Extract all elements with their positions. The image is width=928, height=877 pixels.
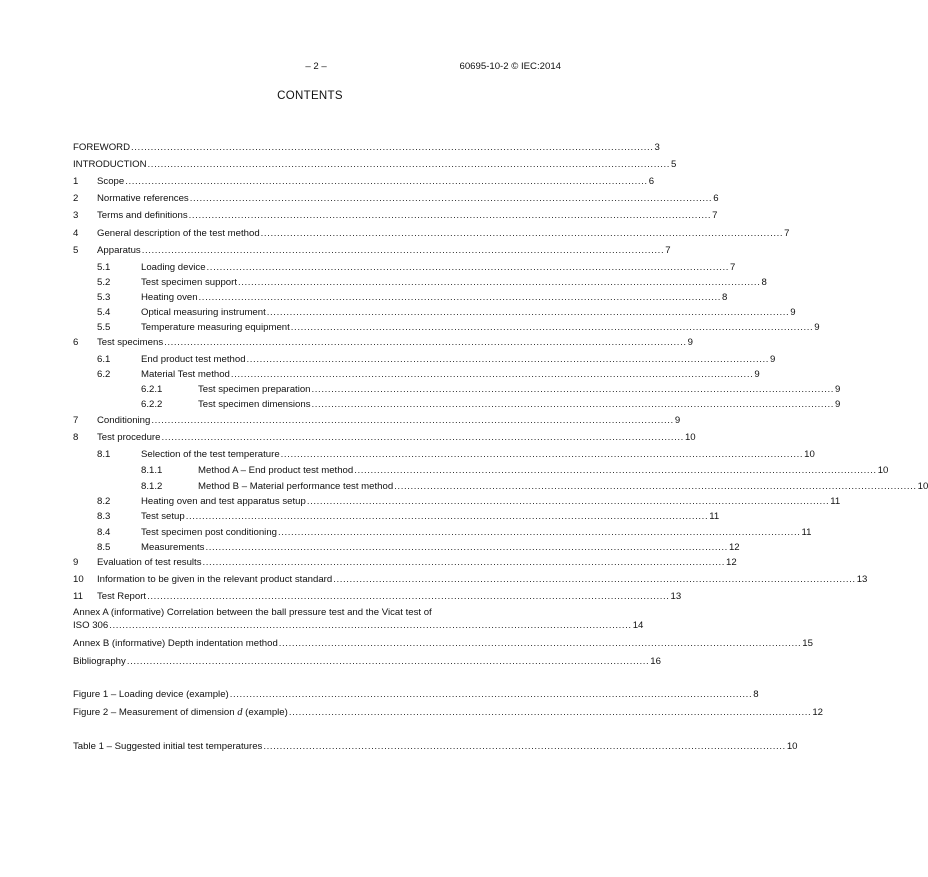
toc-entry-number: 5.3 xyxy=(97,292,111,303)
toc-entry-number: 8.3 xyxy=(97,511,111,522)
toc-entry-foreword[interactable] xyxy=(73,141,660,154)
toc-entry-label: Test specimen post conditioning xyxy=(141,527,277,538)
leader-dots: ................................................................................................................................................................ xyxy=(202,557,726,568)
toc-entry-label: Method B – Material performance test method xyxy=(198,481,394,492)
leader-dots: ................................................................................................................................................................ xyxy=(198,292,722,303)
toc-entry-1[interactable] xyxy=(73,175,655,188)
leader-dots: ................................................................................................................................................................ xyxy=(263,741,786,752)
toc-entry-page: 6 xyxy=(648,176,655,187)
toc-entry-8-1-1[interactable] xyxy=(73,464,889,477)
toc-entry-page: 10 xyxy=(684,432,696,443)
toc-entry-page: 11 xyxy=(709,511,720,522)
toc-entry-6-2-1[interactable] xyxy=(73,383,841,396)
toc-entry-label: Test specimen preparation xyxy=(198,384,311,395)
leader-dots: ................................................................................................................................................................ xyxy=(237,277,761,288)
toc-entry-number: 8.4 xyxy=(97,527,111,538)
leader-dots: ................................................................................................................................................................ xyxy=(278,638,802,649)
toc-entry-label: Test specimens xyxy=(97,337,164,348)
figure-label-end: (example) xyxy=(242,707,288,718)
toc-entry-6-2[interactable] xyxy=(73,368,760,381)
toc-entry-label: Test procedure xyxy=(97,432,161,443)
table-entry-1[interactable] xyxy=(73,740,798,753)
leader-dots: ................................................................................................................................................................ xyxy=(151,415,674,426)
leader-dots: ................................................................................................................................................................ xyxy=(278,527,801,538)
toc-entry-label: General description of the test method xyxy=(97,228,260,239)
toc-entry-label: Loading device xyxy=(141,262,206,273)
toc-entry-page: 12 xyxy=(726,557,737,568)
figure-entry-label: Figure 1 – Loading device (example) xyxy=(73,689,229,700)
leader-dots: ................................................................................................................................................................ xyxy=(147,591,670,602)
leader-dots: ................................................................................................................................................................ xyxy=(109,620,632,631)
page-title: CONTENTS xyxy=(277,90,343,102)
toc-entry-annex-b[interactable] xyxy=(73,637,813,650)
figure-entry-page: 8 xyxy=(753,689,759,700)
toc-entry-number: 5.2 xyxy=(97,277,111,288)
toc-entry-5-5[interactable] xyxy=(73,321,820,334)
toc-entry-page: 16 xyxy=(650,656,661,667)
toc-entry-label: Material Test method xyxy=(141,369,230,380)
leader-dots: ................................................................................................................................................................ xyxy=(311,399,834,410)
toc-entry-label: Selection of the test temperature xyxy=(141,449,280,460)
toc-entry-label: Test specimen dimensions xyxy=(198,399,311,410)
toc-entry-label: Optical measuring instrument xyxy=(141,307,266,318)
toc-entry-label: End product test method xyxy=(141,354,246,365)
leader-dots: ................................................................................................................................................................ xyxy=(280,449,804,460)
leader-dots: ................................................................................................................................................................ xyxy=(288,707,812,718)
toc-entry-number: 8.5 xyxy=(97,542,111,553)
toc-entry-8-3[interactable] xyxy=(73,510,720,523)
toc-entry-page: 14 xyxy=(632,620,644,631)
leader-dots: ................................................................................................................................................................ xyxy=(246,354,770,365)
leader-dots: ................................................................................................................................................................ xyxy=(147,159,671,170)
toc-entry-page: 13 xyxy=(856,574,868,585)
toc-entry-page: 7 xyxy=(730,262,736,273)
toc-entry-11[interactable] xyxy=(73,590,682,603)
toc-entry-8-1-2[interactable] xyxy=(73,480,928,493)
toc-entry-5-1[interactable] xyxy=(73,261,736,274)
toc-entry-label: Evaluation of test results xyxy=(97,557,202,568)
toc-entry-5[interactable] xyxy=(73,244,671,257)
toc-entry-6-1[interactable] xyxy=(73,353,776,366)
toc-entry-number: 8 xyxy=(73,432,79,443)
toc-entry-page: 7 xyxy=(784,228,790,239)
toc-entry-9[interactable] xyxy=(73,556,737,569)
leader-dots: ................................................................................................................................................................ xyxy=(126,656,650,667)
toc-entry-number: 11 xyxy=(73,591,83,602)
toc-entry-label: Conditioning xyxy=(97,415,151,426)
table-entry-label: Table 1 – Suggested initial test temperatures xyxy=(73,741,263,752)
annex-a-title: Annex A (informative) Correlation between the ball pressure test and the Vicat test of xyxy=(73,607,432,618)
leader-dots: ................................................................................................................................................................ xyxy=(161,432,684,443)
toc-entry-page: 9 xyxy=(835,399,841,410)
leader-dots: ................................................................................................................................................................ xyxy=(206,262,730,273)
leader-dots: ................................................................................................................................................................ xyxy=(306,496,830,507)
toc-entry-label: Scope xyxy=(97,176,125,187)
toc-entry-10[interactable] xyxy=(73,573,868,586)
toc-entry-number: 6.2.2 xyxy=(141,399,163,410)
toc-entry-bibliography[interactable] xyxy=(73,655,661,668)
toc-entry-5-3[interactable] xyxy=(73,291,728,304)
table-entry-page: 10 xyxy=(786,741,798,752)
toc-entry-page: 9 xyxy=(674,415,681,426)
leader-dots: ................................................................................................................................................................ xyxy=(394,481,917,492)
figure-entry-page: 12 xyxy=(812,707,823,718)
leader-dots: ................................................................................................................................................................ xyxy=(290,322,814,333)
toc-entry-page: 8 xyxy=(761,277,767,288)
document-id: 60695-10-2 © IEC:2014 xyxy=(459,61,561,72)
toc-entry-page: 12 xyxy=(728,542,740,553)
toc-entry-page: 9 xyxy=(835,384,841,395)
toc-entry-label: FOREWORD xyxy=(73,142,131,153)
toc-entry-number: 6.2 xyxy=(97,369,111,380)
toc-entry-3[interactable] xyxy=(73,209,718,222)
toc-entry-label: ISO 306 xyxy=(73,620,109,631)
toc-entry-number: 5.4 xyxy=(97,307,111,318)
toc-entry-page: 8 xyxy=(722,292,728,303)
leader-dots: ................................................................................................................................................................ xyxy=(125,176,648,187)
toc-entry-4[interactable] xyxy=(73,227,790,240)
leader-dots: ................................................................................................................................................................ xyxy=(260,228,784,239)
toc-entry-page: 7 xyxy=(712,210,718,221)
toc-entry-label: Test Report xyxy=(97,591,147,602)
leader-dots: ................................................................................................................................................................ xyxy=(188,210,712,221)
toc-entry-number: 8.1.1 xyxy=(141,465,163,476)
toc-entry-page: 9 xyxy=(814,322,820,333)
toc-entry-label: Heating oven and test apparatus setup xyxy=(141,496,306,507)
leader-dots: ................................................................................................................................................................ xyxy=(311,384,835,395)
figure-label-start: Figure 2 – Measurement of dimension xyxy=(73,707,238,718)
leader-dots: ................................................................................................................................................................ xyxy=(229,689,753,700)
toc-entry-label: Normative references xyxy=(97,193,189,204)
toc-entry-8-2[interactable] xyxy=(73,495,841,508)
toc-entry-label: Test setup xyxy=(141,511,185,522)
toc-entry-page: 7 xyxy=(665,245,671,256)
toc-entry-number: 3 xyxy=(73,210,79,221)
toc-entry-number: 2 xyxy=(73,193,79,204)
toc-entry-page: 10 xyxy=(877,465,889,476)
toc-entry-page: 10 xyxy=(804,449,815,460)
toc-entry-number: 1 xyxy=(73,176,79,187)
leader-dots: ................................................................................................................................................................ xyxy=(189,193,713,204)
leader-dots: ................................................................................................................................................................ xyxy=(141,245,665,256)
toc-entry-8[interactable] xyxy=(73,431,696,444)
toc-entry-label: Temperature measuring equipment xyxy=(141,322,290,333)
toc-entry-number: 10 xyxy=(73,574,84,585)
toc-entry-label: Terms and definitions xyxy=(97,210,188,221)
toc-entry-page: 13 xyxy=(670,591,682,602)
toc-entry-page: 9 xyxy=(770,354,776,365)
toc-entry-number: 8.2 xyxy=(97,496,111,507)
leader-dots: ................................................................................................................................................................ xyxy=(205,542,728,553)
toc-entry-page: 9 xyxy=(754,369,760,380)
toc-entry-label: Measurements xyxy=(141,542,205,553)
toc-entry-page: 9 xyxy=(790,307,796,318)
toc-entry-number: 7 xyxy=(73,415,79,426)
toc-entry-page: 5 xyxy=(671,159,677,170)
leader-dots: ................................................................................................................................................................ xyxy=(131,142,654,153)
toc-entry-page: 11 xyxy=(801,527,812,538)
figure-entry-2[interactable] xyxy=(73,706,823,719)
toc-entry-number: 6.2.1 xyxy=(141,384,163,395)
leader-dots: ................................................................................................................................................................ xyxy=(354,465,877,476)
page-number: – 2 – xyxy=(305,61,327,72)
figure-entry-1[interactable] xyxy=(73,688,759,701)
toc-entry-6[interactable] xyxy=(73,336,693,349)
toc-entry-number: 4 xyxy=(73,228,79,239)
toc-entry-label: Annex B (informative) Depth indentation method xyxy=(73,638,278,649)
toc-entry-label: INTRODUCTION xyxy=(73,159,147,170)
toc-entry-page: 11 xyxy=(830,496,841,507)
toc-entry-number: 8.1 xyxy=(97,449,111,460)
toc-entry-annex-a[interactable] xyxy=(73,606,644,634)
toc-entry-introduction[interactable] xyxy=(73,158,677,171)
toc-entry-8-4[interactable] xyxy=(73,526,812,539)
toc-entry-2[interactable] xyxy=(73,192,719,205)
leader-dots: ................................................................................................................................................................ xyxy=(333,574,856,585)
toc-entry-number: 5.5 xyxy=(97,322,111,333)
toc-entry-7[interactable] xyxy=(73,414,681,427)
toc-entry-number: 6 xyxy=(73,337,79,348)
toc-entry-5-4[interactable] xyxy=(73,306,796,319)
dimension-symbol: d xyxy=(237,707,243,718)
toc-entry-label: Information to be given in the relevant product standard xyxy=(97,574,333,585)
toc-entry-page: 3 xyxy=(654,142,660,153)
toc-entry-label: Heating oven xyxy=(141,292,198,303)
toc-entry-number: 9 xyxy=(73,557,79,568)
toc-entry-label: Bibliography xyxy=(73,656,126,667)
toc-entry-number: 5 xyxy=(73,245,79,256)
toc-entry-page: 10 xyxy=(917,481,928,492)
toc-entry-page: 15 xyxy=(802,638,813,649)
toc-entry-label: Test specimen support xyxy=(141,277,237,288)
toc-entry-5-2[interactable] xyxy=(73,276,767,289)
figure-entry-label xyxy=(73,706,288,719)
toc-entry-8-1[interactable] xyxy=(73,448,815,461)
toc-entry-6-2-2[interactable] xyxy=(73,398,841,411)
toc-entry-label: Method A – End product test method xyxy=(198,465,354,476)
annex-a-line2 xyxy=(73,619,644,632)
toc-entry-8-5[interactable] xyxy=(73,541,740,554)
leader-dots: ................................................................................................................................................................ xyxy=(230,369,754,380)
leader-dots: ................................................................................................................................................................ xyxy=(164,337,687,348)
toc-entry-page: 9 xyxy=(687,337,693,348)
toc-entry-number: 6.1 xyxy=(97,354,111,365)
toc-entry-page: 6 xyxy=(713,193,719,204)
toc-entry-number: 8.1.2 xyxy=(141,481,163,492)
leader-dots: ................................................................................................................................................................ xyxy=(185,511,709,522)
toc-entry-number: 5.1 xyxy=(97,262,111,273)
leader-dots: ................................................................................................................................................................ xyxy=(266,307,790,318)
toc-entry-label: Apparatus xyxy=(97,245,141,256)
